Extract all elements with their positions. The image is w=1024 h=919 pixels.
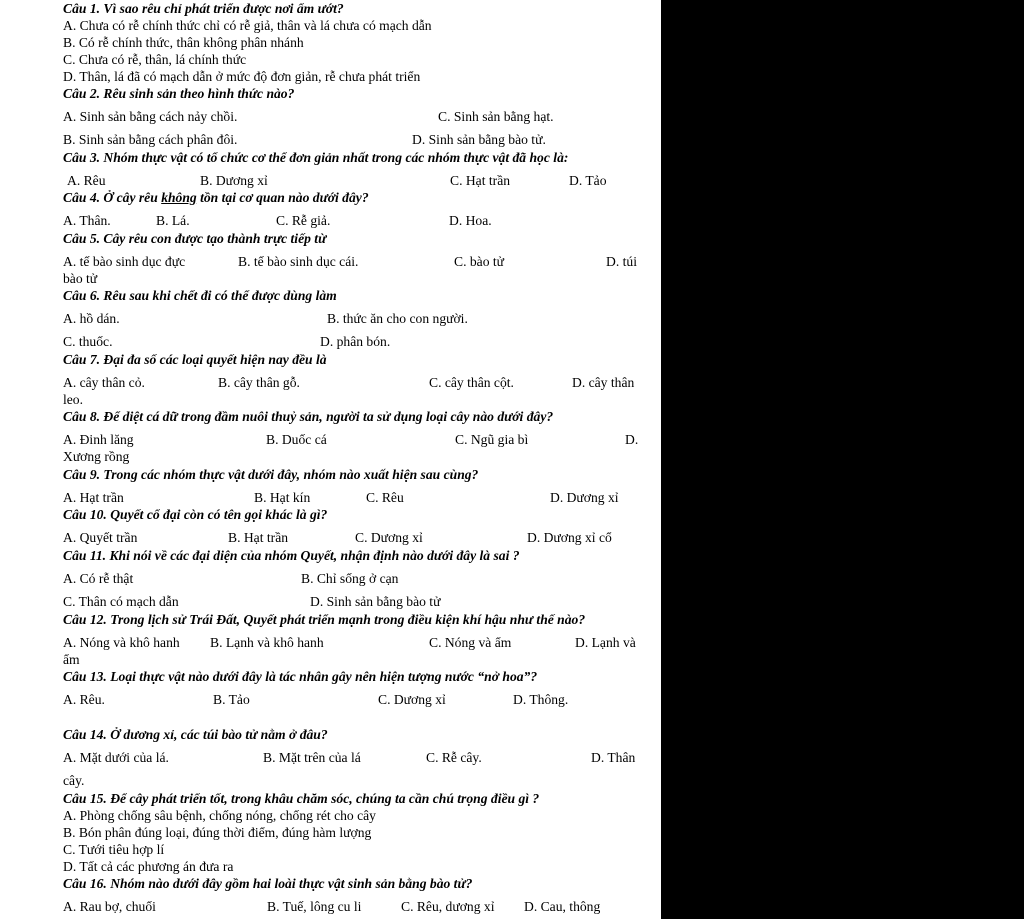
option-d: D. Cau, thông [524,899,601,914]
option-c: C. cây thân cột. [429,375,514,390]
option-b: B. Hạt trần [228,530,289,545]
option-b: B. Lá. [156,213,190,228]
option-d: D. Sinh sản bằng bào tử [310,594,441,609]
option-d: D. Lạnh và [575,635,636,650]
question-title: Câu 8. Để diệt cá dữ trong đầm nuôi thuỷ sản, người ta sử dụng loại cây nào dưới đây? [63,409,554,424]
option-d-continued: Xương rồng [63,449,130,464]
black-margin [661,0,1024,919]
option-d-continued: bào tử [63,271,98,286]
option-c: C. Dương xỉ [355,530,423,545]
option-d-continued: cây. [63,773,85,788]
option-d: D. Sinh sản bằng bào tử. [412,132,546,147]
option-c: C. Rêu, dương xỉ [401,899,495,914]
option-c: C. Dương xỉ [378,692,446,707]
option-a: A. Chưa có rễ chính thức chỉ có rễ giả, thân và lá chưa có mạch dẫn [63,18,432,33]
option-a: A. Rau bợ, chuối [63,899,156,914]
question-title-end: tồn tại cơ quan nào dưới đây? [196,190,369,205]
option-c: C. Rêu [366,490,404,505]
question-title: Câu 9. Trong các nhóm thực vật dưới đây, nhóm nào xuất hiện sau cùng? [63,467,479,482]
option-b: B. tế bào sinh dục cái. [238,254,359,269]
question-title-start: Câu 4. Ở cây rêu [63,190,162,205]
option-d: D. Dương xỉ [550,490,619,505]
option-a: A. hồ dán. [63,311,120,326]
option-c: C. Chưa có rễ, thân, lá chính thức [63,52,247,67]
option-a: A. Rêu [67,173,106,188]
question-title: Câu 1. Vì sao rêu chỉ phát triển được nơi ẩm ướt? [63,1,344,16]
question-title: Câu 11. Khi nói về các đại diện của nhóm Quyết, nhận định nào dưới đây là sai ? [63,548,520,563]
option-d: D. [625,432,639,447]
question-title: Câu 12. Trong lịch sử Trái Đất, Quyết phát triển mạnh trong điều kiện khí hậu như thế nào? [63,612,586,627]
option-b: B. Dương xỉ [200,173,268,188]
option-d: D. túi [606,254,637,269]
option-d: D. Thân, lá đã có mạch dẫn ở mức độ đơn giản, rễ chưa phát triển [63,69,421,84]
option-a: A. Phòng chống sâu bệnh, chống nóng, chống rét cho cây [63,808,376,823]
option-d-continued: ẩm [63,652,80,667]
option-b: B. Sinh sản bằng cách phân đôi. [63,132,238,147]
option-b: B. Chỉ sống ở cạn [301,571,399,586]
option-d: D. Tất cả các phương án đưa ra [63,859,234,874]
option-d: D. Hoa. [449,213,492,228]
question-title: Câu 2. Rêu sinh sản theo hình thức nào? [63,86,295,101]
option-d: D. Dương xỉ cổ [527,530,612,545]
option-d: D. Tảo [569,173,607,188]
underlined-word: không [161,190,197,205]
option-a: A. cây thân cỏ. [63,375,145,390]
option-a: A. Có rễ thật [63,571,134,586]
question-title: Câu 14. Ở dương xỉ, các túi bào tử nằm ở đâu? [63,727,328,742]
option-b: B. Bón phân đúng loại, đúng thời điểm, đúng hàm lượng [63,825,372,840]
option-a: A. Quyết trần [63,530,138,545]
option-b: B. cây thân gỗ. [218,375,300,390]
option-d-continued: leo. [63,392,84,407]
option-d: D. Thông. [513,692,569,707]
option-c: C. Rễ giả. [276,213,331,228]
option-b: B. thức ăn cho con người. [327,311,468,326]
question-title: Câu 16. Nhóm nào dưới đây gồm hai loài thực vật sinh sản bằng bào tử? [63,876,473,891]
question-title: Câu 3. Nhóm thực vật có tổ chức cơ thể đơn giản nhất trong các nhóm thực vật đã học là: [63,150,569,165]
option-b: B. Hạt kín [254,490,311,505]
option-d: D. Thân [591,750,636,765]
option-a: A. Rêu. [63,692,105,707]
option-a: A. Sinh sản bằng cách nảy chồi. [63,109,238,124]
option-c: C. Ngũ gia bì [455,432,529,447]
option-c: C. Sinh sản bằng hạt. [438,109,554,124]
option-b: B. Tuế, lông cu li [267,899,362,914]
question-title: Câu 10. Quyết cổ đại còn có tên gọi khác là gì? [63,507,328,522]
option-c: C. bào tử [454,254,505,269]
question-title: Câu 7. Đại đa số các loại quyết hiện nay đều là [63,352,327,367]
question-title: Câu 6. Rêu sau khi chết đi có thể được dùng làm [63,288,337,303]
option-a: A. Thân. [63,213,111,228]
option-a: A. Nóng và khô hanh [63,635,180,650]
option-a: A. Đinh lăng [63,432,134,447]
question-title: Câu 15. Để cây phát triển tốt, trong khâu chăm sóc, chúng ta cần chú trọng điều gì ? [63,791,540,806]
question-title: Câu 5. Cây rêu con được tạo thành trực tiếp từ [63,231,327,246]
option-b: B. Lạnh và khô hanh [210,635,324,650]
option-c: C. Nóng và ẩm [429,635,512,650]
option-b: B. Duốc cá [266,432,327,447]
question-title: Câu 13. Loại thực vật nào dưới đây là tác nhân gây nên hiện tượng nước “nở hoa”? [63,669,538,684]
option-a: A. Hạt trần [63,490,124,505]
option-a: A. Mặt dưới của lá. [63,750,169,765]
option-d: D. cây thân [572,375,635,390]
option-c: C. thuốc. [63,334,113,349]
option-d: D. phân bón. [320,334,391,349]
option-c: C. Thân có mạch dẫn [63,594,179,609]
option-b: B. Tảo [213,692,250,707]
question-title [63,190,369,206]
option-a: A. tế bào sinh dục đực [63,254,186,269]
option-c: C. Hạt trần [450,173,511,188]
option-c: C. Rễ cây. [426,750,482,765]
option-c: C. Tưới tiêu hợp lí [63,842,165,857]
option-b: B. Mặt trên của lá [263,750,361,765]
option-b: B. Có rễ chính thức, thân không phân nhánh [63,35,304,50]
